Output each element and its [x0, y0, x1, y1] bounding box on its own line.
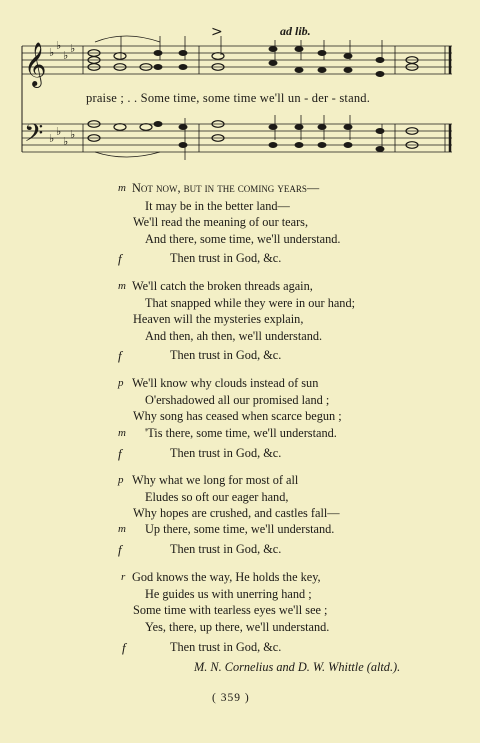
svg-text:>: > [211, 24, 223, 40]
verse-line: Up there, some time, we'll understand. [145, 522, 335, 536]
svg-text:𝄞: 𝄞 [24, 42, 47, 86]
dynamic-mark: m [118, 427, 126, 439]
svg-text:♭: ♭ [70, 42, 76, 55]
svg-text:♭: ♭ [56, 125, 62, 138]
verse-line: Why song has ceased when scarce begun ; [133, 409, 342, 423]
verse-line: God knows the way, He holds the key, [132, 570, 321, 584]
refrain-line: Then trust in God, &c. [170, 542, 282, 556]
svg-text:♭: ♭ [63, 135, 69, 148]
dynamic-mark: p [118, 474, 124, 486]
dynamic-mark: f [118, 542, 122, 557]
dynamic-mark: r [121, 571, 126, 583]
dynamic-mark: f [122, 640, 126, 655]
dynamic-mark: m [118, 280, 126, 292]
svg-text:♭: ♭ [63, 49, 69, 62]
verse-line: Heaven will the mysteries explain, [133, 312, 304, 326]
svg-text:♭: ♭ [56, 39, 62, 52]
page-number: ( 359 ) [212, 692, 250, 704]
author-credit: M. N. Cornelius and D. W. Whittle (altd.). [194, 660, 401, 674]
refrain-line: Then trust in God, &c. [170, 348, 282, 362]
verse-line: We'll catch the broken threads again, [132, 279, 313, 293]
dynamic-mark: p [118, 377, 124, 389]
verse-line: Some time with tearless eyes we'll see ; [133, 603, 328, 617]
dynamic-mark: f [118, 251, 122, 266]
verse-line [132, 181, 319, 196]
verse-line: We'll read the meaning of our tears, [133, 215, 309, 229]
verse-line: Yes, there, up there, we'll understand. [145, 620, 330, 634]
svg-text:♭: ♭ [49, 46, 55, 59]
verse-line: We'll know why clouds instead of sun [132, 376, 319, 390]
verse-line: O'ershadowed all our promised land ; [145, 393, 330, 407]
music-score [0, 0, 480, 165]
dynamic-mark: m [118, 182, 126, 194]
refrain-line: Then trust in God, &c. [170, 251, 282, 265]
lyrics-line: praise ; . . Some time, some time we'll un - der - stand. [86, 91, 371, 105]
verse-line: And there, some time, we'll understand. [145, 232, 341, 246]
dynamic-mark: m [118, 523, 126, 535]
verse-line: Eludes so oft our eager hand, [145, 490, 289, 504]
tempo-marking: ad lib. [280, 24, 311, 38]
dynamic-mark: f [118, 348, 122, 363]
verse-line: 'Tis there, some time, we'll understand. [145, 426, 337, 440]
verse-line: He guides us with unerring hand ; [145, 587, 312, 601]
verse-line: Why hopes are crushed, and castles fall— [133, 506, 340, 520]
refrain-line: Then trust in God, &c. [170, 446, 282, 460]
verse-text: Not now, but in the coming years— [132, 181, 320, 195]
refrain-line: Then trust in God, &c. [170, 640, 282, 654]
svg-text:𝄢: 𝄢 [24, 119, 44, 154]
verse-line: And then, ah then, we'll understand. [145, 329, 323, 343]
verse-line: It may be in the better land— [145, 199, 290, 213]
verse-line: That snapped while they were in our hand; [145, 296, 356, 310]
svg-text:♭: ♭ [49, 132, 55, 145]
svg-text:♭: ♭ [70, 128, 76, 141]
dynamic-mark: f [118, 446, 122, 461]
verse-line: Why what we long for most of all [132, 473, 299, 487]
